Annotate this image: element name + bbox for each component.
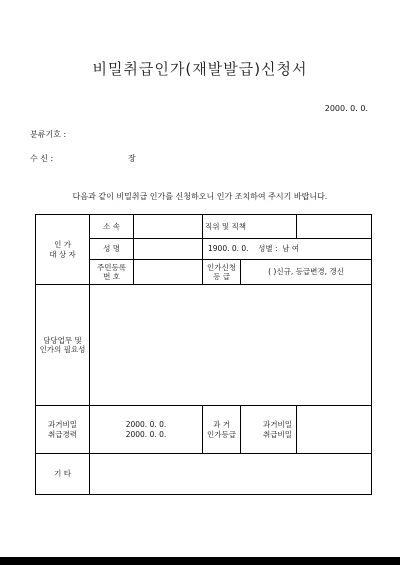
history-label: 과거비밀 취급경력	[36, 406, 90, 454]
grade-field[interactable]: ( )신규, 등급변경, 갱신	[241, 260, 372, 285]
subject-header: 인 가 대 상 자	[36, 215, 90, 285]
page-bottom-border	[0, 557, 400, 565]
document-date: 2000. 0. 0.	[324, 104, 368, 113]
etc-row	[36, 454, 372, 495]
duties-row	[36, 285, 372, 406]
etc-label: 기 타	[36, 454, 90, 495]
birth-gender-field[interactable]	[203, 239, 372, 260]
gender-label: 성별 :	[258, 244, 278, 254]
name-field[interactable]	[134, 239, 203, 260]
history-dates[interactable]: 2000. 0. 0. 2000. 0. 0.	[90, 406, 203, 454]
grade-label: 인가신청 등 급	[203, 260, 241, 285]
etc-field[interactable]	[90, 454, 372, 495]
history-row	[36, 406, 372, 454]
resident-field[interactable]	[134, 260, 203, 285]
recipient-suffix: 장	[128, 154, 136, 163]
affiliation-field[interactable]	[134, 215, 203, 239]
position-label: 직위 및 직책	[203, 215, 297, 239]
intro-text: 다음과 같이 비밀취급 인가를 신청하오니 인가 조치하여 주시기 바랍니다.	[72, 192, 328, 201]
resident-label: 주민등록 번 호	[90, 260, 134, 285]
past-secret-field[interactable]	[297, 406, 372, 454]
application-form-table	[35, 214, 372, 495]
duties-label: 담당업무 및 인가의 필요성	[36, 285, 90, 406]
document-title: 비밀취급인가(재발발급)신청서	[92, 60, 308, 78]
birth-date: 1900. 0. 0.	[208, 244, 249, 254]
past-secret-label: 과거비밀 취급비밀	[241, 406, 297, 454]
recipient-label: 수 신 :	[30, 154, 54, 163]
affiliation-label: 소 속	[90, 215, 134, 239]
affiliation-row	[36, 215, 372, 239]
class-label: 분류기호 :	[30, 130, 67, 139]
past-grade-label: 과 거 인가등급	[203, 406, 241, 454]
name-label: 성 명	[90, 239, 134, 260]
duties-field[interactable]	[90, 285, 372, 406]
position-field[interactable]	[297, 215, 372, 239]
gender-options: 남 여	[282, 244, 300, 254]
